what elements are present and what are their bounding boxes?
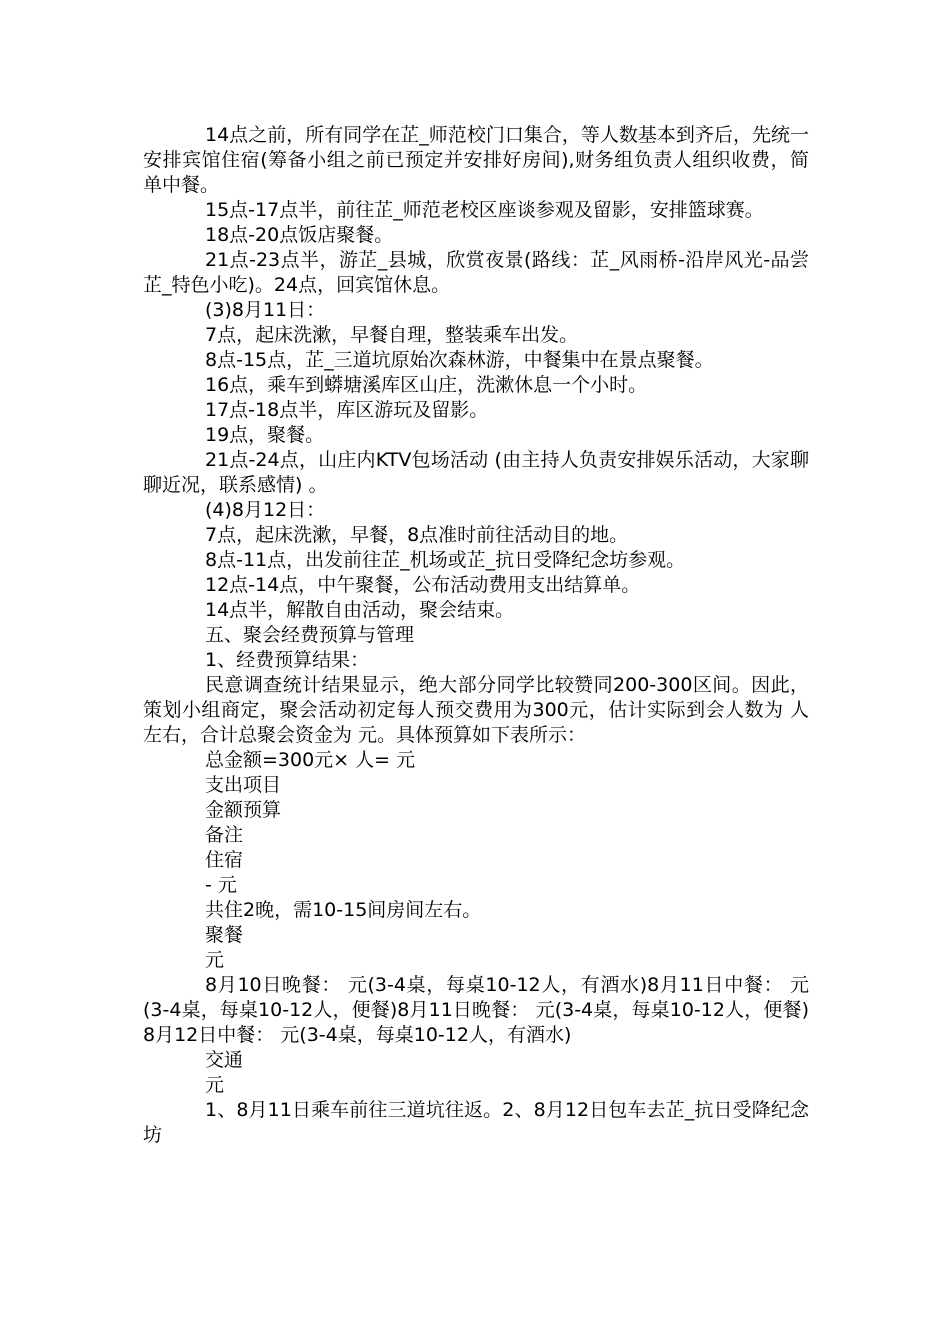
paragraph: 7点，起床洗漱，早餐自理，整装乘车出发。 — [205, 324, 579, 346]
section-heading: 五、聚会经费预算与管理 — [205, 624, 415, 646]
table-cell: 元 — [205, 1074, 225, 1096]
section-heading: (3)8月11日： — [205, 299, 326, 321]
table-header-note: 备注 — [205, 824, 244, 846]
paragraph: 21点-24点，山庄内KTV包场活动 (由主持人负责安排娱乐活动，大家聊聊近况，联系感情) 。 — [143, 449, 809, 496]
table-header-amount: 金额预算 — [205, 799, 282, 821]
document-body — [143, 123, 809, 1148]
paragraph: 21点-23点半，游芷_县城，欣赏夜景(路线：芷_风雨桥-沿岸风光-品尝芷_特色小吃)。24点，回宾馆休息。 — [143, 249, 809, 296]
subsection-heading: 1、经费预算结果： — [205, 649, 370, 671]
paragraph: 17点-18点半，库区游玩及留影。 — [205, 399, 489, 421]
paragraph: 15点-17点半，前往芷_师范老校区座谈参观及留影，安排篮球赛。 — [205, 199, 764, 221]
table-header-item: 支出项目 — [205, 774, 282, 796]
table-cell: 聚餐 — [205, 924, 244, 946]
paragraph: 19点，聚餐。 — [205, 424, 325, 446]
table-cell: 元 — [205, 949, 225, 971]
paragraph: 7点，起床洗漱，早餐，8点准时前往活动目的地。 — [205, 524, 629, 546]
paragraph: 8点-11点，出发前往芷_机场或芷_抗日受降纪念坊参观。 — [205, 549, 686, 571]
paragraph: 18点-20点饭店聚餐。 — [205, 224, 394, 246]
paragraph: 14点半，解散自由活动，聚会结束。 — [205, 599, 515, 621]
table-cell: 共住2晚，需10-15间房间左右。 — [205, 899, 482, 921]
paragraph: 8点-15点，芷_三道坑原始次森林游，中餐集中在景点聚餐。 — [205, 349, 714, 371]
paragraph: 14点之前，所有同学在芷_师范校门口集合，等人数基本到齐后，先统一安排宾馆住宿(筹备小组之前已预定并安排好房间),财务组负责人组织收费，简单中餐。 — [143, 124, 809, 196]
paragraph: 12点-14点，中午聚餐，公布活动费用支出结算单。 — [205, 574, 641, 596]
budget-formula: 总金额=300元× 人= 元 — [205, 749, 416, 771]
paragraph: 民意调查统计结果显示，绝大部分同学比较赞同200-300区间。因此，策划小组商定，聚会活动初定每人预交费用为300元，估计实际到会人数为 人左右，合计总聚会资金为 元。具体预算如下表所示： — [143, 674, 809, 746]
table-cell: - 元 — [205, 874, 237, 896]
table-cell: 1、8月11日乘车前往三道坑往返。2、8月12日包车去芷_抗日受降纪念坊 — [143, 1099, 809, 1146]
table-cell: 交通 — [205, 1049, 244, 1071]
table-cell: 8月10日晚餐： 元(3-4桌，每桌10-12人，有酒水)8月11日中餐： 元(3-4桌，每桌10-12人，便餐)8月11日晚餐： 元(3-4桌，每桌10-12人，便餐)8月12日中餐： 元(3-4桌，每桌10-12人，有酒水) — [143, 974, 809, 1046]
section-heading: (4)8月12日： — [205, 499, 326, 521]
paragraph: 16点，乘车到蟒塘溪库区山庄，洗漱休息一个小时。 — [205, 374, 648, 396]
table-cell: 住宿 — [205, 849, 244, 871]
